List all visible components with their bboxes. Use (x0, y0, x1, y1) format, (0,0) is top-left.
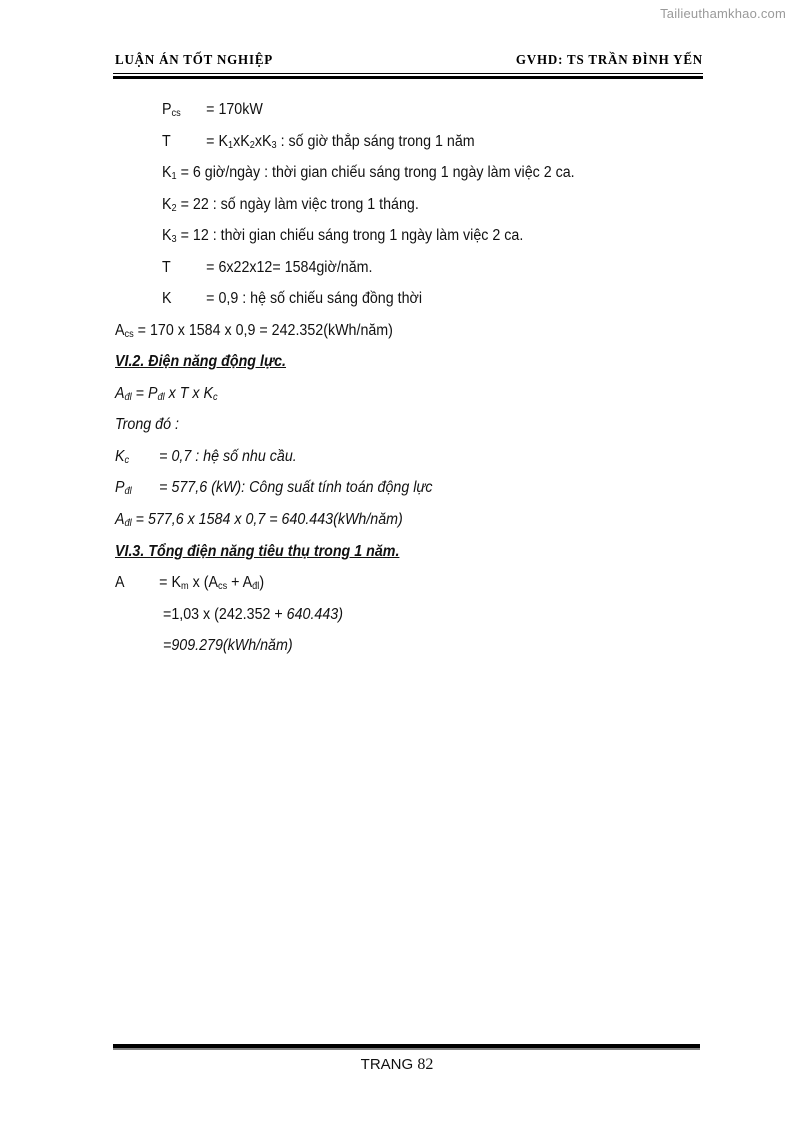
text: 640.443) (286, 606, 343, 623)
header-advisor: GVHD: TS TRẦN ĐÌNH YẾN (515, 51, 703, 68)
text: = 6x22x12= 1584giờ/năm. (206, 259, 373, 276)
symbol: A (115, 385, 125, 402)
text: = 577,6 (kW): Công suất tính toán động lực (159, 479, 433, 496)
subscript: 2 (171, 203, 177, 214)
page-footer (0, 1056, 794, 1074)
watermark: Tailieuthamkhao.com (660, 6, 786, 21)
symbol: P (162, 101, 172, 118)
subscript: đl (124, 392, 132, 403)
subscript: 1 (171, 171, 177, 182)
symbol: P (115, 479, 125, 496)
line-k2 (162, 195, 419, 215)
subscript: 3 (271, 140, 277, 151)
text: = 170 x 1584 x 0,9 = 242.352(kWh/năm) (133, 322, 393, 339)
symbol: K (115, 448, 125, 465)
page-number: 82 (417, 1056, 434, 1073)
subscript: đl (124, 518, 132, 529)
text: = 6 giờ/ngày : thời gian chiếu sáng trong 1 ngày làm việc 2 ca. (176, 164, 575, 181)
text: = 0,7 : hệ số nhu cầu. (159, 448, 297, 465)
text: + A (227, 574, 253, 591)
text: = 12 : thời gian chiếu sáng trong 1 ngày làm việc 2 ca. (176, 227, 524, 244)
line-k3 (162, 226, 523, 246)
line-a-formula (115, 573, 264, 593)
line-t-value (162, 258, 372, 278)
line-a-calculation (163, 605, 343, 625)
symbol: A (115, 511, 125, 528)
text: = P (131, 385, 158, 402)
text: x T x K (164, 385, 213, 402)
subscript: cs (124, 329, 134, 340)
header-thesis-title: LUẬN ÁN TỐT NGHIỆP (115, 51, 274, 68)
subscript: đl (157, 392, 165, 403)
text: xK (254, 133, 272, 150)
line-k (162, 289, 422, 309)
text: xK (233, 133, 250, 150)
line-t-definition (162, 132, 475, 152)
text: = 0,9 : hệ số chiếu sáng đồng thời (206, 290, 423, 307)
section-heading-vi2: VI.2. Điện năng động lực. (115, 353, 287, 370)
subscript: cs (217, 581, 228, 592)
line-pdl (115, 478, 433, 498)
line-adl-formula (115, 384, 218, 404)
line-a-result: =909.279(kWh/năm) (163, 637, 293, 654)
symbol: A (115, 322, 125, 339)
line-acs (115, 321, 393, 341)
subscript: c (124, 455, 130, 466)
text: ) (259, 574, 265, 591)
text: = 22 : số ngày làm việc trong 1 tháng. (176, 196, 419, 213)
symbol: A (115, 574, 125, 591)
text: = 577,6 x 1584 x 0,7 = 640.443(kWh/năm) (131, 511, 403, 528)
subscript: 2 (249, 140, 255, 151)
text: = K (159, 574, 181, 591)
header-rule-thick (113, 76, 703, 79)
value: = 170kW (206, 101, 263, 118)
text: x (A (188, 574, 218, 591)
footer-rule-grey (113, 1048, 700, 1050)
subscript: đl (252, 581, 260, 592)
text: =1,03 x (242.352 + (163, 606, 287, 623)
subscript: c (212, 392, 218, 403)
symbol: K (162, 196, 172, 213)
symbol: T (162, 259, 171, 276)
subscript: 1 (227, 140, 234, 151)
line-pcs (162, 100, 263, 120)
header-rule-thin (113, 73, 703, 74)
symbol: K (162, 227, 172, 244)
subscript: cs (171, 108, 181, 119)
text: = K (206, 133, 228, 150)
subscript: đl (124, 486, 132, 497)
line-k1 (162, 163, 575, 183)
symbol: T (162, 133, 171, 150)
section-heading-vi3: VI.3. Tổng điện năng tiêu thụ trong 1 năm. (115, 543, 400, 560)
line-kc (115, 447, 297, 467)
line-adl-value (115, 510, 403, 530)
page-header (115, 52, 703, 72)
symbol: K (162, 290, 172, 307)
footer-label: TRANG (360, 1056, 414, 1073)
line-trong-do: Trong đó : (115, 416, 179, 433)
subscript: m (180, 581, 189, 592)
subscript: 3 (171, 234, 177, 245)
symbol: K (162, 164, 172, 181)
text: : số giờ thắp sáng trong 1 năm (276, 133, 475, 150)
